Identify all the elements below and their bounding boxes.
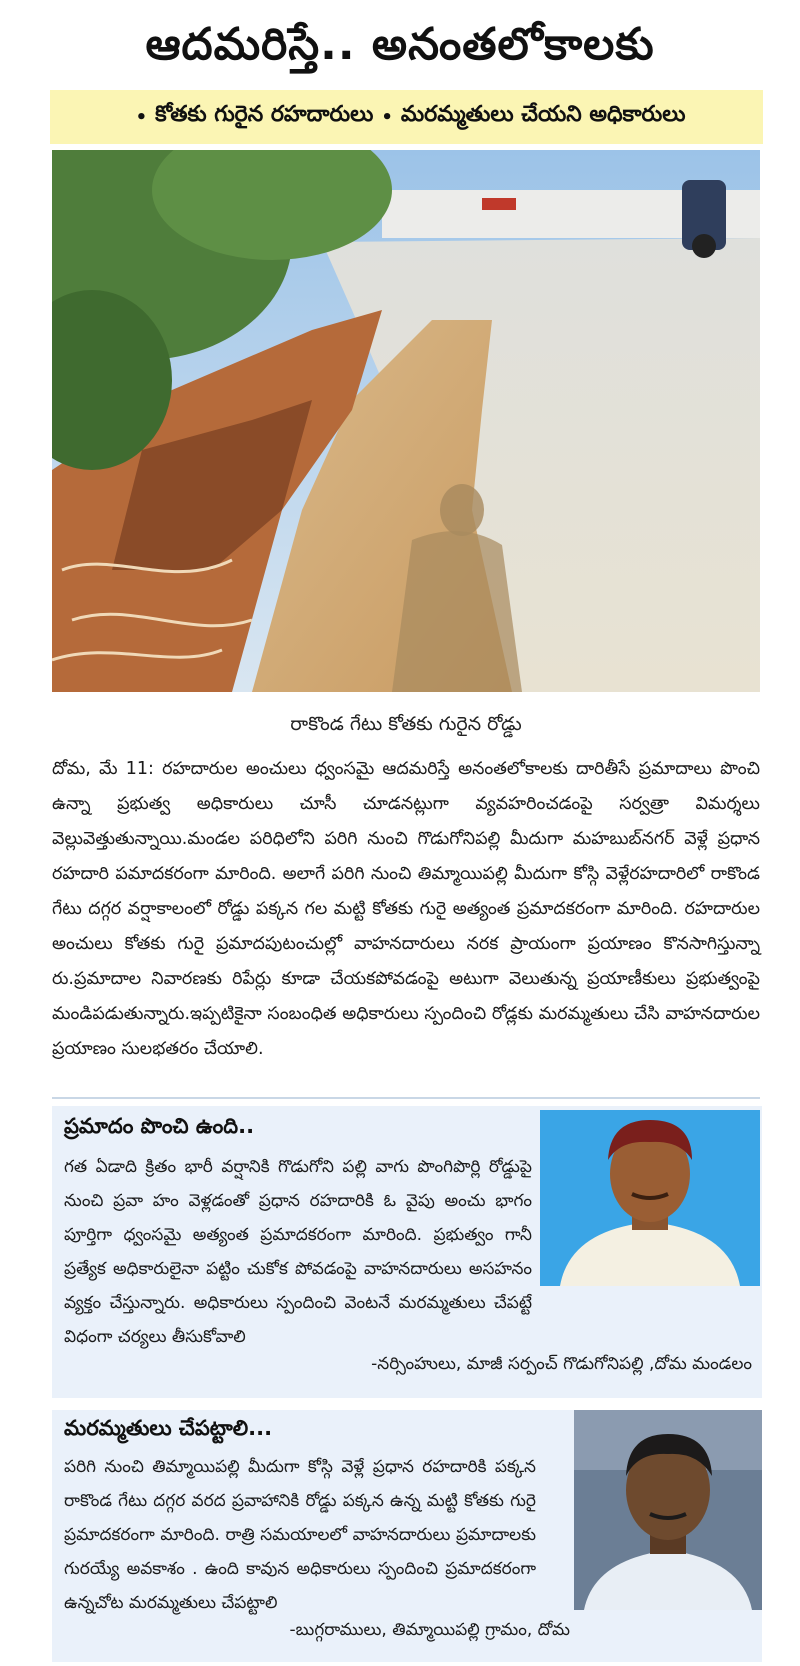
article-text: రహదారుల అంచులు ధ్వంసమై ఆదమరిస్తే అనంతలోకాలకు దారితీసే ప్రమాదాలు పొంచి ఉన్నా ప్రభుత్వ అధికారులు చూసీ చూడనట్లుగా వ్యవహరించడంపై సర్వత్రా విమర్శలు వెల్లువెత్తుతున్నాయి.మండల పరిధిలోని పరిగి నుంచి గొడుగోనిపల్లి మీదుగా మహబుబ్‌నగర్ వెళ్లే ప్రధాన రహదారి పమాదకరంగా మారింది. అలాగే పరిగి నుంచి తిమ్మాయిపల్లి మీదుగా కోస్గి వెళ్లేరహదారిలో రాకొండ గేటు దగ్గర వర్షాకాలంలో రోడ్డు పక్కన గల మట్టి కోతకు గురై అత్యంత ప్రమాదకరంగా మారింది. రహదారుల అంచులు కోతకు గురై ప్రమాదపుటంచుల్లో వాహనదారులు నరక ప్రాయంగా ప్రయాణం కొనసాగిస్తున్నా రు.ప్రమాదాల నివారణకు రిపేర్లు కూడా చేయకపోవడంపై అటుగా వెలుతున్న ప్రయాణీకులు ప్రభుత్వంపై మండిపడుతున్నారు.ఇప్పటికైనా సంబంధిత అధికారులు స్పందించి రోడ్లకు మరమ్మతులు చేసి వాహనదారుల ప్రయాణం సులభతరం చేయాలి. <box>52 759 761 1059</box>
quote-box-1 <box>52 1106 762 1398</box>
road-erosion-image <box>52 150 760 692</box>
portrait-buggaramulu <box>574 1410 762 1610</box>
quote-title: మరమ్మతులు చేపట్టాలి... <box>64 1416 273 1440</box>
quote-box-2 <box>52 1410 762 1662</box>
article-paragraph <box>52 752 760 1067</box>
quote-signature: -బుగ్గరాములు, తిమ్మాయిపల్లి గ్రామం, దోమ <box>289 1620 570 1640</box>
quote-signature: -నర్సింహులు, మాజీ సర్పంచ్ గొడుగోనిపల్లి ,దోమ మండలం <box>371 1354 752 1374</box>
quote-title: ప్రమాదం పొంచి ఉంది.. <box>64 1114 255 1138</box>
person-photo <box>574 1410 762 1610</box>
subhead-bar <box>50 90 763 144</box>
person-photo <box>540 1110 760 1286</box>
road-photo <box>52 150 760 692</box>
divider <box>52 1097 760 1099</box>
dateline: దోమ, మే 11: <box>52 759 154 779</box>
portrait-narsimhulu <box>540 1110 760 1286</box>
quote-body: పరిగి నుంచి తిమ్మాయిపల్లి మీదుగా కోస్గి వెళ్లే ప్రధాన రహదారికి పక్కన రాకొండ గేటు దగ్గర వరద ప్రవాహానికి రోడ్డు పక్కన ఉన్న మట్టి కోతకు గురై ప్రమాదకరంగా మారింది. రాత్రి సమయాలలో వాహనదారులు ప్రమాదాలకు గురయ్యే అవకాశం . ఉంది కావున అధికారులు స్పందించి ప్రమాదకరంగా ఉన్నచోట మరమ్మతులు చేపట్టాలి <box>64 1457 536 1613</box>
bullet: • <box>135 106 148 128</box>
photo-caption: రాకొండ గేటు కోతకు గురైన రోడ్డు <box>290 713 522 735</box>
quote-body: గత ఏడాది క్రితం భారీ వర్షానికి గొడుగోని పల్లి వాగు పొంగిపొర్లి రోడ్డుపై నుంచి ప్రవా హం వెళ్లడంతో ప్రధాన రహదారికి ఓ వైపు అంచు భాగం పూర్తిగా ధ్వంసమై అత్యంత ప్రమాదకరంగా మారింది. ప్రభుత్వం గానీ ప్రత్యేక అధికారులైనా పట్టిం చుకోక పోవడంపై వాహనదారులు అసహనం వ్యక్తం చేస్తున్నారు. అధికారులు స్పందించి వెంటనే మరమ్మతులు చేపట్టే విధంగా చర్యలు తీసుకోవాలి <box>64 1157 532 1347</box>
article-body <box>52 752 760 1067</box>
bullet: • <box>381 106 393 128</box>
headline: ఆదమరిస్తే.. అనంతలోకాలకు <box>145 19 655 70</box>
subhead-bullet-1: కోతకు గురైన రహదారులు <box>155 102 374 127</box>
subhead-bullet-2: మరమ్మతులు చేయని అధికారులు <box>400 102 686 127</box>
